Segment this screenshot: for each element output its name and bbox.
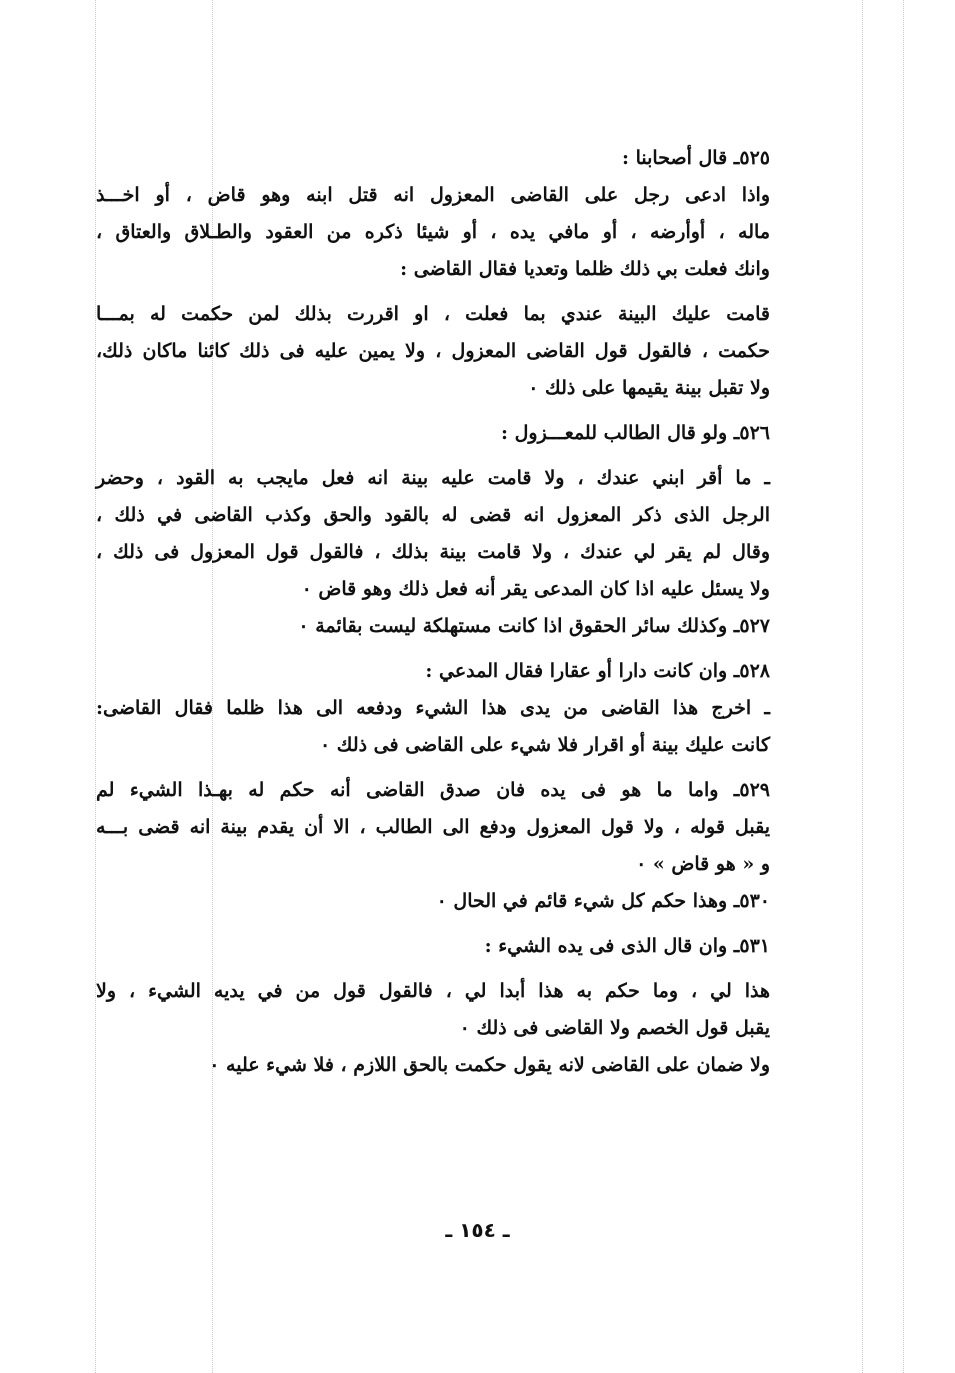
paragraph-p531-body	[96, 973, 816, 1047]
text-line: كانت عليك بينة أو اقرار فلا شيء على القاضى فى ذلك ٠	[319, 734, 770, 756]
paragraph-p526-heading	[96, 415, 816, 452]
paragraph-p530	[96, 883, 816, 920]
text-line: وانك فعلت بي ذلك ظلما وتعديا فقال القاضى :	[400, 258, 770, 280]
text-line: ولا يسئل عليه اذا كان المدعى يقر أنه فعل ذلك وهو قاض ٠	[301, 578, 770, 600]
paragraph-p531-heading	[96, 928, 816, 965]
paragraph-p528-heading	[96, 653, 816, 690]
scan-guide-line	[862, 0, 863, 1373]
text-line: هذا لي ، وما حكم به هذا أبدا لي ، فالقول قول من في يديه الشيء ، ولا	[96, 980, 770, 1002]
text-line: ٥٣٠ـ وهذا حكم كل شيء قائم في الحال ٠	[436, 890, 770, 912]
text-line: ـ اخرج هذا القاضى من يدى هذا الشيء ودفعه الى هذا ظلما فقال القاضى:	[96, 697, 770, 719]
text-line: ٥٢٦ـ ولو قال الطالب للمعـــزول :	[500, 422, 770, 444]
text-line: و « هو قاض » ٠	[636, 853, 770, 875]
text-line: قامت عليك البينة عندي بما فعلت ، او اقررت بذلك لمن حكمت له بمـــا	[96, 303, 770, 325]
text-line: حكمت ، فالقول قول القاضى المعزول ، ولا يمين عليه فى ذلك كائنا ماكان ذلك،	[96, 340, 770, 362]
text-line: واذا ادعى رجل على القاضى المعزول انه قتل ابنه وهو قاض ، أو اخـــذ	[96, 184, 770, 206]
paragraph-p531-end	[96, 1047, 816, 1084]
paragraph-p525-body	[96, 177, 816, 288]
text-line: ولا تقبل بينة يقيمها على ذلك ٠	[528, 377, 770, 399]
text-line: ٥٢٥ـ قال أصحابنا :	[621, 147, 770, 169]
text-line: ماله ، أوأرضه ، أو مافي يده ، أو شيئا ذكره من العقود والطـلاق والعتاق ،	[96, 221, 770, 243]
paragraph-p527	[96, 608, 816, 645]
text-line: يقبل قوله ، ولا قول المعزول ودفع الى الطالب ، الا أن يقدم بينة انه قضى بـــه	[96, 816, 770, 838]
paragraph-p526-body	[96, 460, 816, 608]
text-line: وقال لم يقر لي عندك ، ولا قامت بينة بذلك ، فالقول قول المعزول فى ذلك ،	[96, 541, 770, 563]
text-line: يقبل قول الخصم ولا القاضى فى ذلك ٠	[459, 1017, 770, 1039]
paragraph-p525-reply	[96, 296, 816, 407]
text-line: ٥٢٧ـ وكذلك سائر الحقوق اذا كانت مستهلكة ليست بقائمة ٠	[298, 615, 770, 637]
text-line: ـ ما أقر ابني عندك ، ولا قامت عليه بينة انه فعل مايجب به القود ، وحضر	[96, 467, 770, 489]
text-line: ولا ضمان على القاضى لانه يقول حكمت بالحق اللازم ، فلا شيء عليه ٠	[209, 1054, 770, 1076]
text-line: الرجل الذى ذكر المعزول انه قضى له بالقود والحق وكذب القاضى في ذلك ،	[96, 504, 770, 526]
text-line: ٥٢٩ـ واما ما هو فى يده فان صدق القاضى أنه حكم له بهـذا الشيء لم	[96, 779, 770, 801]
scan-guide-line	[903, 0, 904, 1373]
text-line: ٥٢٨ـ وان كانت دارا أو عقارا فقال المدعي :	[425, 660, 770, 682]
page-number: ـ ١٥٤ ـ	[445, 1218, 510, 1242]
paragraph-p529	[96, 772, 816, 883]
text-line: ٥٣١ـ وان قال الذى فى يده الشيء :	[484, 935, 770, 957]
paragraph-p525-heading	[96, 140, 816, 177]
paragraph-p528-body	[96, 690, 816, 764]
body-text	[96, 140, 816, 1084]
